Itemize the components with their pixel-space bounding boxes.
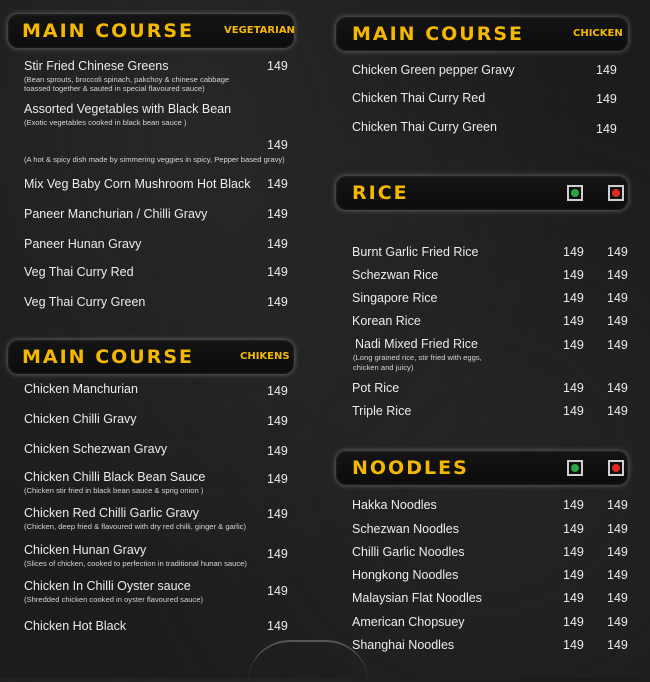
item-price-nonveg: 149 — [607, 615, 628, 629]
item-name: Pot Rice — [352, 381, 400, 395]
item-price: 149 — [267, 237, 288, 251]
item-price: 149 — [267, 207, 288, 221]
item-name: Chicken In Chilli Oyster sauce — [24, 579, 191, 593]
section-header-veg-main-course — [8, 14, 294, 48]
item-price-veg: 149 — [563, 314, 584, 328]
item-name: Schezwan Rice — [352, 268, 439, 282]
item-name: Paneer Hunan Gravy — [24, 237, 142, 251]
section-title: RICE — [352, 182, 409, 204]
item-name: Chicken Thai Curry Green — [352, 120, 497, 134]
item-price-nonveg: 149 — [607, 498, 628, 512]
item-price-veg: 149 — [563, 591, 584, 605]
item-name: Korean Rice — [352, 314, 421, 328]
item-name: Chicken Thai Curry Red — [352, 91, 486, 105]
item-price: 149 — [596, 63, 617, 77]
item-price-veg: 149 — [563, 291, 584, 305]
item-name: Veg Thai Curry Green — [24, 295, 146, 309]
item-name: Hakka Noodles — [352, 498, 437, 512]
item-price-veg: 149 — [563, 268, 584, 282]
item-name: Malaysian Flat Noodles — [352, 591, 482, 605]
veg-mark-icon — [567, 460, 583, 476]
item-name: Veg Thai Curry Red — [24, 265, 134, 279]
item-description: (Bean sprouts, broccoli spinach, pakchoy & chinese cabbage — [24, 75, 230, 84]
item-price-nonveg: 149 — [607, 404, 628, 418]
item-price-nonveg: 149 — [607, 338, 628, 352]
section-title: MAIN COURSE — [352, 23, 525, 45]
item-price: 149 — [267, 444, 288, 458]
nonveg-mark-icon — [608, 460, 624, 476]
item-price: 149 — [267, 414, 288, 428]
item-description: toassed together & sauted in special flavoured sauce) — [24, 84, 205, 93]
section-title: MAIN COURSE — [22, 20, 195, 42]
item-price: 149 — [596, 122, 617, 136]
item-price-veg: 149 — [563, 568, 584, 582]
item-description: chicken and juicy) — [353, 363, 414, 372]
item-price: 149 — [267, 177, 288, 191]
item-description: (Long grained rice, stir fried with eggs, — [353, 353, 482, 362]
section-tag: CHIKENS — [240, 351, 290, 362]
item-price: 149 — [267, 472, 288, 486]
item-price-veg: 149 — [563, 498, 584, 512]
item-name: Chicken Hunan Gravy — [24, 543, 147, 557]
item-price-veg: 149 — [563, 245, 584, 259]
item-name: Chicken Chilli Black Bean Sauce — [24, 470, 206, 484]
item-name: Hongkong Noodles — [352, 568, 459, 582]
section-tag: VEGETARIAN — [224, 25, 295, 36]
item-name: Mix Veg Baby Corn Mushroom Hot Black — [24, 177, 251, 191]
item-price-nonveg: 149 — [607, 291, 628, 305]
item-price-nonveg: 149 — [607, 314, 628, 328]
item-name: Chicken Green pepper Gravy — [352, 63, 515, 77]
item-name: Chicken Red Chilli Garlic Gravy — [24, 506, 200, 520]
item-price-nonveg: 149 — [607, 381, 628, 395]
item-price: 149 — [267, 265, 288, 279]
item-description: (Exotic vegetables cooked in black bean sauce ) — [24, 118, 187, 127]
item-price-veg: 149 — [563, 615, 584, 629]
item-name: Paneer Manchurian / Chilli Gravy — [24, 207, 208, 221]
item-name: Chilli Garlic Noodles — [352, 545, 465, 559]
item-name: American Chopsuey — [352, 615, 465, 629]
item-price-nonveg: 149 — [607, 568, 628, 582]
item-description: (A hot & spicy dish made by simmering veggies in spicy, Pepper based gravy) — [24, 155, 285, 164]
item-price: 149 — [267, 619, 288, 633]
item-price-nonveg: 149 — [607, 245, 628, 259]
item-price-nonveg: 149 — [607, 522, 628, 536]
item-price-nonveg: 149 — [607, 638, 628, 652]
item-name: Triple Rice — [352, 404, 412, 418]
item-name: Chicken Manchurian — [24, 382, 138, 396]
item-name: Chicken Hot Black — [24, 619, 127, 633]
section-header-rice — [336, 176, 628, 210]
item-price-veg: 149 — [563, 638, 584, 652]
item-price: 149 — [267, 59, 288, 73]
section-title: NOODLES — [352, 457, 469, 479]
item-price: 149 — [267, 547, 288, 561]
section-header-chicken-main-course — [8, 340, 294, 374]
item-name: Stir Fried Chinese Greens — [24, 59, 169, 73]
item-price-nonveg: 149 — [607, 268, 628, 282]
section-header-main-course-chicken — [336, 17, 628, 51]
item-description: (Chicken, deep fried & flavoured with dry red chilli, ginger & garlic) — [24, 522, 247, 531]
section-title: MAIN COURSE — [22, 346, 195, 368]
item-price: 149 — [267, 295, 288, 309]
item-description: (Slices of chicken, cooked to perfection in traditional hunan sauce) — [24, 559, 247, 568]
section-tag: CHICKEN — [573, 28, 623, 39]
item-price: 149 — [267, 384, 288, 398]
item-price: 149 — [267, 507, 288, 521]
item-name: Chicken Chilli Gravy — [24, 412, 137, 426]
item-price-nonveg: 149 — [607, 545, 628, 559]
veg-mark-icon — [567, 185, 583, 201]
item-name: Chicken Schezwan Gravy — [24, 442, 168, 456]
item-name: Schezwan Noodles — [352, 522, 460, 536]
item-price-veg: 149 — [563, 338, 584, 352]
section-header-noodles — [336, 451, 628, 485]
nonveg-mark-icon — [608, 185, 624, 201]
item-price: 149 — [596, 92, 617, 106]
item-price-veg: 149 — [563, 381, 584, 395]
item-price-nonveg: 149 — [607, 591, 628, 605]
item-price-veg: 149 — [563, 522, 584, 536]
item-name: Nadi Mixed Fried Rice — [355, 337, 478, 351]
item-name: Singapore Rice — [352, 291, 438, 305]
pot-illustration — [248, 640, 368, 682]
item-price-veg: 149 — [563, 404, 584, 418]
item-price: 149 — [267, 584, 288, 598]
item-price: 149 — [267, 138, 288, 152]
item-description: (Chicken stir fried in black bean sauce & sprig onion ) — [24, 486, 204, 495]
item-description: (Shredded chicken cooked in oyster flavoured sauce) — [24, 595, 203, 604]
item-name: Burnt Garlic Fried Rice — [352, 245, 479, 259]
item-name: Assorted Vegetables with Black Bean — [24, 102, 232, 116]
item-price-veg: 149 — [563, 545, 584, 559]
item-name: Shanghai Noodles — [352, 638, 455, 652]
